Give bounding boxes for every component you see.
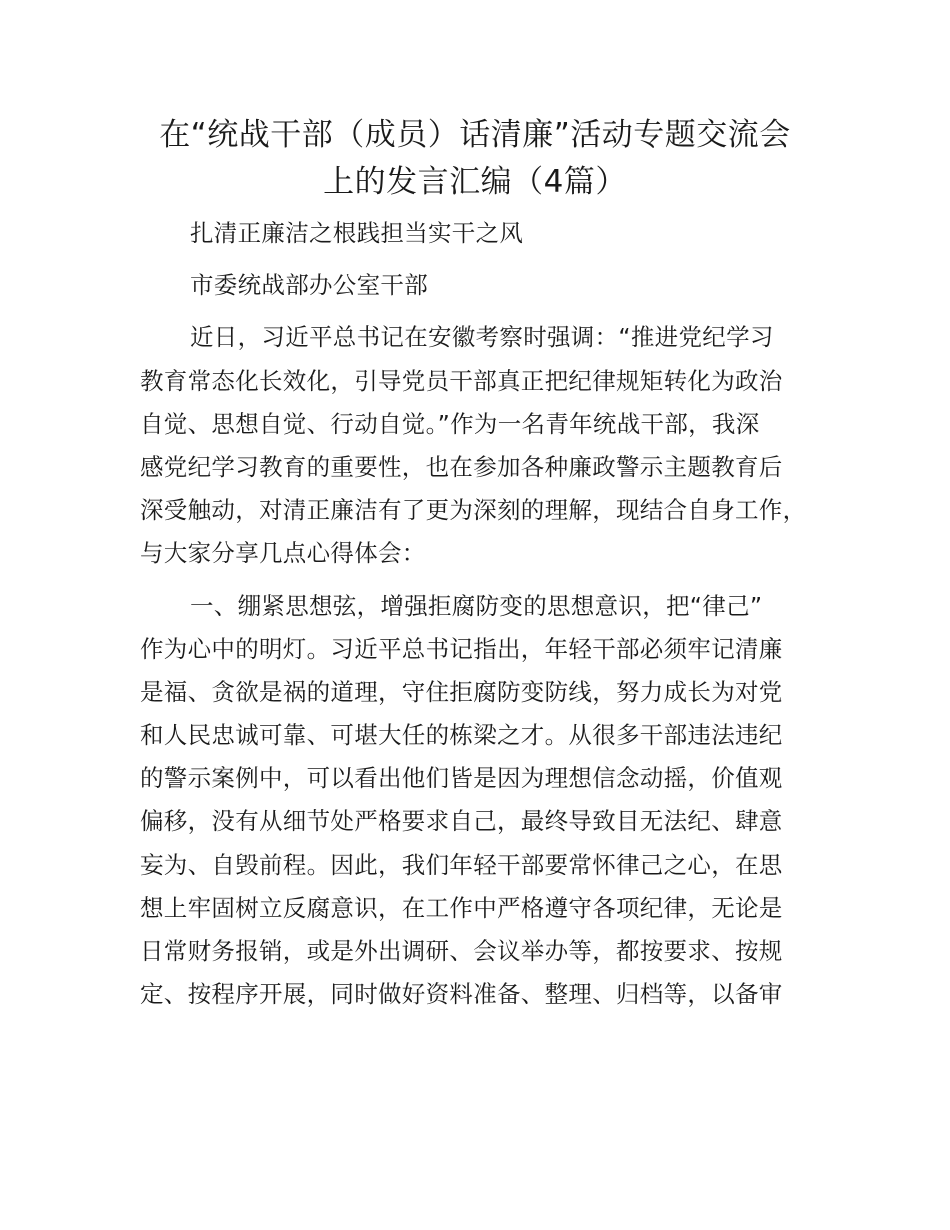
paragraph-line: 妄为、自毁前程。因此，我们年轻干部要常怀律己之心，在思 bbox=[140, 850, 783, 879]
paragraph-line: 感党纪学习教育的重要性，也在参加各种廉政警示主题教育后 bbox=[140, 452, 783, 481]
paragraph-line: 想上牢固树立反腐意识，在工作中严格遵守各项纪律，无论是 bbox=[140, 893, 783, 922]
paragraph-line: 日常财务报销，或是外出调研、会议举办等，都按要求、按规 bbox=[140, 937, 783, 965]
speech-author: 市委统战部办公室干部 bbox=[190, 271, 428, 300]
paragraph-line: 与大家分享几点心得体会： bbox=[140, 539, 426, 568]
speech-subtitle: 扎清正廉洁之根践担当实干之风 bbox=[190, 219, 524, 247]
paragraph-line: 偏移，没有从细节处严格要求自己，最终导致目无法纪、肆意 bbox=[140, 807, 783, 836]
paragraph-line: 和人民忠诚可靠、可堪大任的栋梁之才。从很多干部违法违纪 bbox=[140, 721, 783, 750]
title-line-1: 在“统战干部（成员）话清廉”活动专题交流会 bbox=[159, 117, 791, 153]
document-body bbox=[140, 212, 820, 1016]
paragraph-line: 深受触动，对清正廉洁有了更为深刻的理解，现结合自身工作， bbox=[140, 496, 807, 525]
paragraph-1 bbox=[140, 316, 820, 575]
paragraph-line: 的警示案例中，可以看出他们皆是因为理想信念动摇，价值观 bbox=[140, 764, 783, 793]
paragraph-line: 一、绷紧思想弦，增强拒腐防变的思想意识，把“律己” bbox=[190, 591, 763, 620]
page-title bbox=[140, 112, 810, 206]
paragraph-line: 作为心中的明灯。习近平总书记指出，年轻干部必须牢记清廉 bbox=[140, 634, 783, 663]
paragraph-line: 是福、贪欲是祸的道理，守住拒腐防变防线，努力成长为对党 bbox=[140, 677, 783, 706]
paragraph-line: 教育常态化长效化，引导党员干部真正把纪律规矩转化为政治 bbox=[140, 366, 783, 395]
paragraph-line: 近日，习近平总书记在安徽考察时强调：“推进党纪学习 bbox=[190, 323, 774, 352]
paragraph-line: 自觉、思想自觉、行动自觉。”作为一名青年统战干部，我深 bbox=[140, 409, 760, 438]
title-line-2: 上的发言汇编（4篇） bbox=[323, 164, 627, 200]
paragraph-line: 定、按程序开展，同时做好资料准备、整理、归档等，以备审 bbox=[140, 980, 783, 1009]
paragraph-2 bbox=[140, 585, 820, 1017]
